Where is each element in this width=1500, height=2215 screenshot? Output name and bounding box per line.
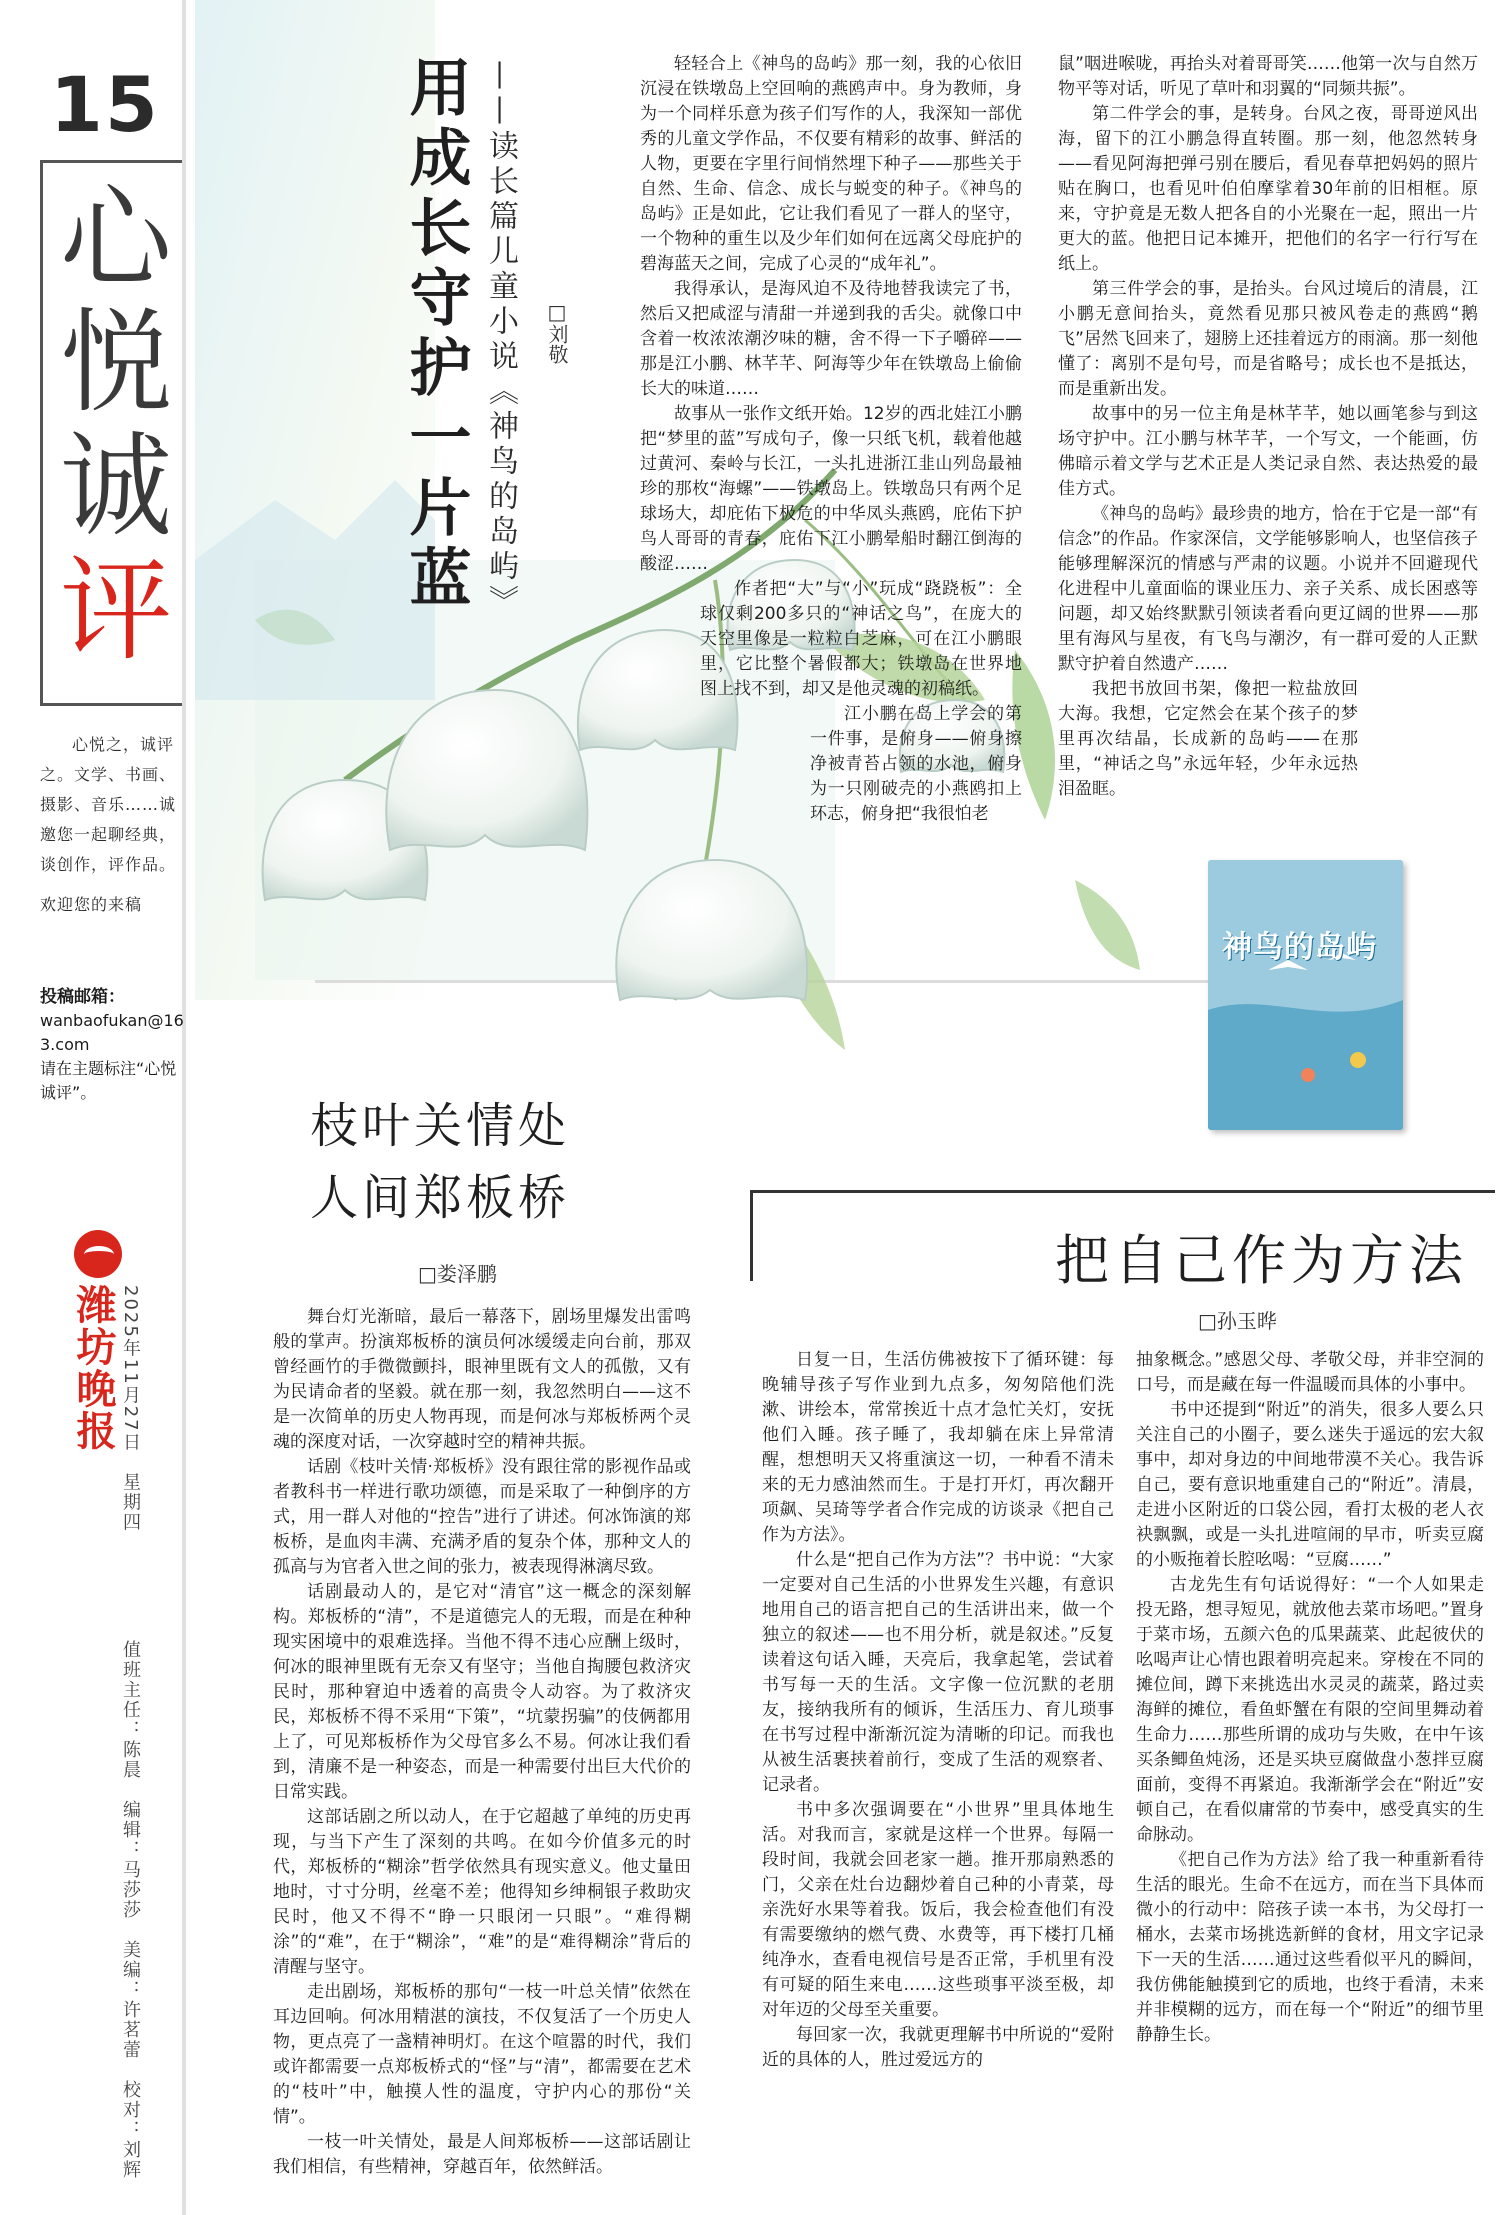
column-title-char: 悦: [60, 298, 172, 428]
article1-paragraph: 作者把“大”与“小”玩成“跷跷板”：全球仅剩200多只的“神话之鸟”，在庞大的天空里像是一粒粒白芝麻，可在江小鹏眼里，它比整个暑假都大；铁墩岛在世界地图上找不到，却又是他灵魂的初稿纸。: [700, 579, 1022, 699]
article2-paragraph: 话剧最动人的，是它对“清官”这一概念的深刻解构。郑板桥的“清”，不是道德完人的无瑕，而是在种种现实困境中的艰难选择。当他不得不违心应酬上级时，何冰的眼神里既有无奈又有坚守；当他自掏腰包救济灾民时，那种窘迫中透着的高贵令人动容。为了救济灾民，郑板桥不得不采用“下策”，“坑蒙拐骗”的伎俩都用上了，可见郑板桥作为父母官多么不易。何冰让我们看到，清廉不是一种姿态，而是一种需要付出巨大代价的日常实践。: [273, 1582, 691, 1802]
article3-paragraph: 什么是“把自己作为方法”？书中说：“大家一定要对自己生活的小世界发生兴趣，有意识地用自己的语言把自己的生活讲出来，做一个独立的叙述——也不用分析，就是叙述。”反复读着这句话入睡，天亮后，我拿起笔，尝试着书写每一天的生活。文字像一位沉默的老朋友，接纳我所有的倾诉，生活压力、育儿琐事在书写过程中渐渐沉淀为清晰的印记。而我也从被生活裹挟着前行，变成了生活的观察者、记录者。: [762, 1550, 1114, 1795]
article1-subtitle: ——读长篇儿童小说《神鸟的岛屿》: [483, 60, 518, 620]
column-title-box: [40, 160, 183, 706]
editor-credits: 值班主任：陈晨 编辑：马莎莎 美编：许茗蕾 校对：刘辉: [120, 1640, 141, 2180]
column-title-char: 诚: [60, 422, 172, 552]
article1-author: □刘敬: [545, 300, 569, 364]
article2-title-line: 人间郑板桥: [310, 1170, 571, 1226]
column-title-char: 心: [60, 174, 172, 304]
article1-paragraph: 故事中的另一位主角是林芊芊，她以画笔参与到这场守护中。江小鹏与林芊芊，一个写文，一个能画，仿佛暗示着文学与艺术正是人类记录自然、表达热爱的最佳方式。: [1058, 404, 1478, 499]
article2-paragraph: 一枝一叶关情处，最是人间郑板桥——这部话剧让我们相信，有些精神，穿越百年，依然鲜活。: [273, 2132, 691, 2177]
article1-paragraph: 故事从一张作文纸开始。12岁的西北娃江小鹏把“梦里的蓝”写成句子，像一只纸飞机，载着他越过黄河、秦岭与长江，一头扎进浙江韭山列岛最袖珍的那枚“海螺”——铁墩岛上。铁墩岛只有两个足球场大，却庇佑下极危的中华凤头燕鸥，庇佑下护鸟人哥哥的青春，庇佑下江小鹏晕船时翻江倒海的酸涩……: [640, 404, 1022, 574]
article1-column-1: [640, 52, 1022, 827]
column-title-char: 评: [60, 546, 172, 676]
article2-author: □娄泽鹏: [418, 1262, 497, 1286]
article3-paragraph: 古龙先生有句话说得好：“一个人如果走投无路，想寻短见，就放他去菜市场吧。”置身于菜市场，五颜六色的瓜果蔬菜、此起彼伏的吆喝声让心情也跟着明亮起来。穿梭在不同的摊位间，蹲下来挑选出水灵灵的蔬菜，路过卖海鲜的摊位，看鱼虾蟹在有限的空间里舞动着生命力……那些所谓的成功与失败，在中午该买条鲫鱼炖汤，还是买块豆腐做盘小葱拌豆腐面前，变得不再紧迫。我渐渐学会在“附近”安顿自己，在看似庸常的节奏中，感受真实的生命脉动。: [1136, 1575, 1484, 1845]
article2-paragraph: 这部话剧之所以动人，在于它超越了单纯的历史再现，与当下产生了深刻的共鸣。在如今价值多元的时代，郑板桥的“糊涂”哲学依然具有现实意义。他丈量田地时，寸寸分明，丝毫不差；他得知乡绅桐银子救助灾民时，他又不得不“睁一只眼闭一只眼”。“难得糊涂”的“难”，在于“糊涂”，“难”的是“难得糊涂”背后的清醒与坚守。: [273, 1807, 691, 1977]
issue-date: 2025年11月27日 星期四: [120, 1285, 141, 1533]
article3-author: □孙玉晔: [1198, 1309, 1277, 1333]
column-intro: [40, 730, 188, 920]
article2-body: [273, 1305, 691, 2180]
contact-note: 请在主题标注“心悦诚评”。: [40, 1059, 177, 1102]
article3-paragraph: 书中多次强调要在“小世界”里具体地生活。对我而言，家就是这样一个世界。每隔一段时间，我就会回老家一趟。推开那扇熟悉的门，父亲在灶台边翻炒着自己种的小青菜，母亲洗好水果等着我。饭后，我会检查他们有没有需要缴纳的燃气费、水费等，再下楼打几桶纯净水，查看电视信号是否正常，手机里有没有可疑的陌生来电……这些琐事平淡至极，却对年迈的父母至关重要。: [762, 1800, 1114, 2020]
submission-contact: [40, 985, 190, 1105]
rail-divider: [182, 0, 186, 2215]
article2-paragraph: 走出剧场，郑板桥的那句“一枝一叶总关情”依然在耳边回响。何冰用精湛的演技，不仅复活了一个历史人物，更点亮了一盏精神明灯。在这个喧嚣的时代，我们或许都需要一点郑板桥式的“怪”与“清”，都需要在艺术的“枝叶”中，触摸人性的温度，守护内心的那份“关情”。: [273, 1982, 691, 2127]
article3-column-1: [762, 1348, 1114, 2073]
article1-paragraph: 江小鹏在岛上学会的第一件事，是俯身——俯身擦净被青苔占领的水池，俯身为一只刚破壳的小燕鸥扣上环志，俯身把“我很怕老: [810, 704, 1022, 824]
article1-paragraph: 《神鸟的岛屿》最珍贵的地方，恰在于它是一部“有信念”的作品。作家深信，文学能够影响人，也坚信孩子能够理解深沉的情感与严肃的议题。小说并不回避现代化进程中儿童面临的课业压力、亲子关系、成长困惑等问题，却又始终默默引领读者看向更辽阔的世界——那里有海风与星夜，有飞鸟与潮汐，有一群可爱的人正默默守护着自然遗产……: [1058, 504, 1478, 674]
book-cover-title: 神鸟的岛屿: [1222, 930, 1377, 965]
article1-title: 用成长守护一片蓝: [399, 55, 472, 615]
welcome-text: 欢迎您的来稿: [40, 895, 143, 914]
article3-paragraph: 书中还提到“附近”的消失，很多人要么只关注自己的小圈子，要么迷失于遥远的宏大叙事中，却对身边的中间地带漠不关心。我告诉自己，要有意识地重建自己的“附近”。清晨，走进小区附近的口袋公园，看打太极的老人衣袂飘飘，或是一头扎进喧闹的早市，听卖豆腐的小贩拖着长腔吆喝：“豆腐……”: [1136, 1400, 1484, 1570]
contact-email[interactable]: wanbaofukan@163.com: [40, 1011, 184, 1054]
article3-paragraph: 每回家一次，我就更理解书中所说的“爱附近的具体的人，胜过爱远方的: [762, 2025, 1114, 2070]
article1-paragraph: 轻轻合上《神鸟的岛屿》那一刻，我的心依旧沉浸在铁墩岛上空回响的燕鸥声中。身为教师，身为一个同样乐意为孩子们写作的人，我深知一部优秀的儿童文学作品，不仅要有精彩的故事、鲜活的人物，更要在字里行间悄然埋下种子——那些关于自然、生命、信念、成长与蜕变的种子。《神鸟的岛屿》正是如此，它让我们看见了一群人的坚守，一个物种的重生以及少年们如何在远离父母庇护的碧海蓝天之间，完成了心灵的“成年礼”。: [640, 54, 1022, 274]
intro-text: 心悦之，诚评之。文学、书画、摄影、音乐……诚邀您一起聊经典，谈创作，评作品。: [40, 735, 177, 874]
article3-title: 把自己作为方法: [1055, 1229, 1468, 1292]
article3-column-2: [1136, 1348, 1484, 2048]
article2-paragraph: 话剧《枝叶关情·郑板桥》没有跟往常的影视作品或者教科书一样进行歌功颂德，而是采取了一种倒序的方式，用一群人对他的“控告”进行了讲述。何冰饰演的郑板桥，是血肉丰满、充满矛盾的复杂个体，那种文人的孤高与为官者入世之间的张力，被表现得淋漓尽致。: [273, 1457, 691, 1577]
newspaper-name: 潍坊晚报: [70, 1284, 116, 1452]
page-number: 15: [50, 60, 160, 149]
article3-paragraph: 抽象概念。”感恩父母、孝敬父母，并非空洞的口号，而是藏在每一件温暖而具体的小事中。: [1136, 1350, 1484, 1395]
article2-paragraph: 舞台灯光渐暗，最后一幕落下，剧场里爆发出雷鸣般的掌声。扮演郑板桥的演员何冰缓缓走向台前，那双曾经画竹的手微微颤抖，眼神里既有文人的孤傲，又有为民请命者的坚毅。就在那一刻，我忽然明白——这不是一次简单的历史人物再现，而是何冰与郑板桥两个灵魂的深度对话，一次穿越时空的精神共振。: [273, 1307, 691, 1452]
article1-paragraph: 鼠”咽进喉咙，再抬头对着哥哥笑……他第一次与自然万物平等对话，听见了草叶和羽翼的“同频共振”。: [1058, 54, 1478, 99]
article3-paragraph: 日复一日，生活仿佛被按下了循环键：每晚辅导孩子写作业到九点多，匆匆陪他们洗漱、讲绘本，常常挨近十点才急忙关灯，安抚他们入睡。孩子睡了，我却躺在床上异常清醒，想想明天又将重演这一切，一种看不清未来的无力感油然而生。于是打开灯，再次翻开项飙、吴琦等学者合作完成的访谈录《把自己作为方法》。: [762, 1350, 1114, 1545]
book-cover-art: [1208, 860, 1403, 1130]
article3-paragraph: 《把自己作为方法》给了我一种重新看待生活的眼光。生命不在远方，而在当下具体而微小的行动中：陪孩子读一本书，为父母打一桶水，去菜市场挑选新鲜的食材，用文字记录下一天的生活……通过这些看似平凡的瞬间，我仿佛能触摸到它的质地，也终于看清，未来并非模糊的远方，而在每一个“附近”的细节里静静生长。: [1136, 1850, 1484, 2045]
article1-paragraph: 我把书放回书架，像把一粒盐放回大海。我想，它定然会在某个孩子的梦里再次结晶，长成新的岛屿——在那里，“神话之鸟”永远年轻，少年永远热泪盈眶。: [1058, 679, 1358, 799]
article2-title-line: 枝叶关情处: [310, 1098, 571, 1154]
newspaper-logo-icon: [74, 1230, 122, 1278]
book-cover-image: [1208, 860, 1403, 1130]
contact-label: 投稿邮箱：: [40, 987, 125, 1007]
article1-column-2: [1058, 52, 1478, 802]
article1-paragraph: 第二件学会的事，是转身。台风之夜，哥哥逆风出海，留下的江小鹏急得直转圈。那一刻，他忽然转身——看见阿海把弹弓别在腰后，看见春草把妈妈的照片贴在胸口，也看见叶伯伯摩挲着30年前的旧相框。原来，守护竟是无数人把各自的小光聚在一起，照出一片更大的蓝。他把日记本摊开，把他们的名字一行行写在纸上。: [1058, 104, 1478, 274]
article1-paragraph: 第三件学会的事，是抬头。台风过境后的清晨，江小鹏无意间抬头，竟然看见那只被风卷走的燕鸥“鹅飞”居然飞回来了，翅膀上还挂着远方的雨滴。那一刻他懂了：离别不是句号，而是省略号；成长也不是抵达，而是重新出发。: [1058, 279, 1478, 399]
article1-paragraph: 我得承认，是海风迫不及待地替我读完了书，然后又把咸涩与清甜一并递到我的舌尖。就像口中含着一枚浓浓潮汐味的糖，舍不得一下子嚼碎——那是江小鹏、林芊芊、阿海等少年在铁墩岛上偷偷长大的味道……: [640, 279, 1022, 399]
article2-title: [310, 1090, 570, 1234]
